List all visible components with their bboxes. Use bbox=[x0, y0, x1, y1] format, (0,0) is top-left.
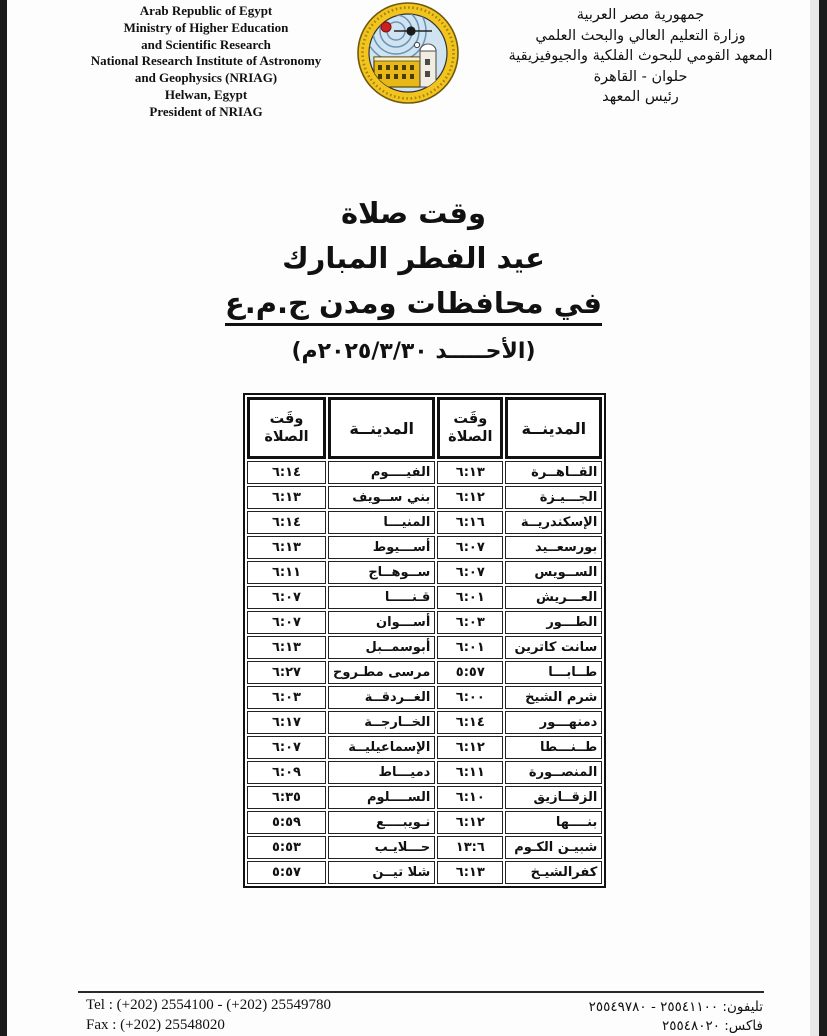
city-cell: الجـــيـزة bbox=[505, 486, 602, 509]
city-cell: المنيـــا bbox=[328, 511, 435, 534]
header-ar-line: رئيس المعهد bbox=[602, 89, 679, 105]
scan-edge-right bbox=[819, 0, 827, 1036]
scan-edge-left bbox=[0, 0, 7, 1036]
city-cell: القــاهــرة bbox=[505, 461, 602, 484]
time-cell: ٦:١٦ bbox=[437, 511, 503, 534]
nriag-logo bbox=[356, 1, 460, 105]
table-row bbox=[247, 486, 602, 509]
header-en-line: National Research Institute of Astronomy bbox=[90, 53, 322, 69]
header-ar-line: حلوان - القاهرة bbox=[593, 68, 688, 85]
header-arabic bbox=[468, 5, 813, 108]
title-underlined-text: في محافظات ومدن ج.م.ع bbox=[225, 286, 602, 326]
time-cell: ٦:٠٠ bbox=[437, 686, 503, 709]
prayer-times-table bbox=[243, 393, 606, 888]
city-cell: دمنهـــور bbox=[505, 711, 602, 734]
time-cell: ٥:٥٩ bbox=[247, 811, 326, 834]
city-cell: الطـــور bbox=[505, 611, 602, 634]
table-row bbox=[247, 661, 602, 684]
date-line: (الأحـــــد ٢٠٢٥/٣/٣٠م) bbox=[291, 339, 536, 364]
time-cell: ٦:١٢ bbox=[437, 811, 503, 834]
time-header-line2: الصلاة bbox=[448, 429, 493, 445]
header-ar-line: جمهورية مصر العربية bbox=[576, 7, 705, 23]
table-row bbox=[247, 611, 602, 634]
time-cell: ٦:٠٧ bbox=[437, 561, 503, 584]
red-sun-dot bbox=[381, 22, 391, 32]
time-header-line1: وقَت bbox=[453, 411, 488, 427]
time-cell: ٦:٠٩ bbox=[247, 761, 326, 784]
city-cell: الزقــازيق bbox=[505, 786, 602, 809]
time-cell: ٦:٠٧ bbox=[247, 736, 326, 759]
city-cell: طــابـــا bbox=[505, 661, 602, 684]
city-cell: الســــلوم bbox=[328, 786, 435, 809]
table-row bbox=[247, 711, 602, 734]
city-cell: حـــلايـب bbox=[328, 836, 435, 859]
time-cell: ٦:٢٧ bbox=[247, 661, 326, 684]
time-cell: ٦:٠٣ bbox=[437, 611, 503, 634]
table-row bbox=[247, 461, 602, 484]
prayer-table-body bbox=[247, 461, 602, 884]
time-cell: ١٣:٦ bbox=[437, 836, 503, 859]
city-cell: أســـوان bbox=[328, 611, 435, 634]
city-cell: الســويس bbox=[505, 561, 602, 584]
time-header-line1: وقَت bbox=[269, 411, 304, 427]
table-row bbox=[247, 586, 602, 609]
city-cell: كفرالشيـخ bbox=[505, 861, 602, 884]
city-cell: شرم الشيخ bbox=[505, 686, 602, 709]
time-cell: ٦:١٠ bbox=[437, 786, 503, 809]
city-cell: الغــردقــة bbox=[328, 686, 435, 709]
header-en-line: President of NRIAG bbox=[149, 103, 263, 119]
time-cell: ٥:٥٣ bbox=[247, 836, 326, 859]
footer-arabic bbox=[589, 998, 763, 1036]
time-cell: ٦:١٧ bbox=[247, 711, 326, 734]
table-row bbox=[247, 836, 602, 859]
footer-tel-en: Tel : (+202) 2554100 - (+202) 25549780 bbox=[86, 997, 332, 1013]
antenna-dot bbox=[406, 26, 415, 35]
time-header-line2: الصلاة bbox=[264, 429, 309, 445]
table-row bbox=[247, 861, 602, 884]
time-cell: ٦:١٤ bbox=[247, 461, 326, 484]
time-cell: ٦:١٣ bbox=[247, 636, 326, 659]
time-cell: ٦:٠٧ bbox=[247, 586, 326, 609]
header-ar-line: المعهد القومي للبحوث الفلكية والجيوفيزيقية bbox=[508, 48, 773, 64]
city-cell: نـويبــــع bbox=[328, 811, 435, 834]
time-cell: ٦:٠٧ bbox=[247, 611, 326, 634]
city-cell: سانت كاترين bbox=[505, 636, 602, 659]
city-cell: الإسكندريــة bbox=[505, 511, 602, 534]
table-row bbox=[247, 736, 602, 759]
header-english bbox=[45, 3, 367, 121]
table-row bbox=[247, 761, 602, 784]
table-header-row bbox=[247, 397, 602, 459]
time-cell: ٦:١٢ bbox=[437, 486, 503, 509]
footer-english bbox=[86, 996, 331, 1035]
time-cell: ٦:٠١ bbox=[437, 586, 503, 609]
header-en-line: and Geophysics (NRIAG) bbox=[134, 70, 278, 86]
city-cell: بورسعــيد bbox=[505, 536, 602, 559]
city-cell: شلا تيــن bbox=[328, 861, 435, 884]
table-row bbox=[247, 636, 602, 659]
dome-tower bbox=[420, 44, 436, 87]
time-cell: ٦:١٣ bbox=[437, 861, 503, 884]
header-en-line: Helwan, Egypt bbox=[164, 86, 248, 102]
table-row bbox=[247, 511, 602, 534]
city-cell: طــنـــطا bbox=[505, 736, 602, 759]
time-cell: ٦:١١ bbox=[437, 761, 503, 784]
time-cell: ٦:١٣ bbox=[247, 536, 326, 559]
time-cell: ٦:١٣ bbox=[247, 486, 326, 509]
city-header-2: المدينــة bbox=[328, 397, 435, 459]
table-row bbox=[247, 811, 602, 834]
time-cell: ٦:١٤ bbox=[437, 711, 503, 734]
title-line-2: عيد الفطر المبارك bbox=[282, 241, 545, 275]
table-row bbox=[247, 786, 602, 809]
city-cell: دميـــاط bbox=[328, 761, 435, 784]
header-en-line: Arab Republic of Egypt bbox=[139, 3, 273, 18]
time-header-1 bbox=[437, 397, 503, 459]
city-cell: الفيــــوم bbox=[328, 461, 435, 484]
city-cell: بني ســويف bbox=[328, 486, 435, 509]
time-cell: ٦:٣٥ bbox=[247, 786, 326, 809]
city-cell: المنصــورة bbox=[505, 761, 602, 784]
city-cell: ســوهــاج bbox=[328, 561, 435, 584]
footer-fax-ar: فاكس: ٢٥٥٤٨٠٢٠ bbox=[661, 1018, 763, 1034]
city-cell: أبوسمــبل bbox=[328, 636, 435, 659]
city-cell: شبيـن الكـوم bbox=[505, 836, 602, 859]
title-line-1: وقت صلاة bbox=[341, 196, 486, 230]
time-cell: ٥:٥٧ bbox=[437, 661, 503, 684]
city-cell: بنــــها bbox=[505, 811, 602, 834]
small-white-dot bbox=[414, 42, 419, 47]
header-en-line: and Scientific Research bbox=[141, 36, 271, 52]
nriag-logo-icon bbox=[356, 1, 460, 105]
document-title bbox=[0, 196, 827, 364]
footer-divider bbox=[78, 991, 764, 993]
time-cell: ٦:٠٣ bbox=[247, 686, 326, 709]
city-cell: مرسى مطـروح bbox=[328, 661, 435, 684]
city-cell: العـــريش bbox=[505, 586, 602, 609]
title-line-3 bbox=[0, 286, 827, 326]
header-ar-line: وزارة التعليم العالي والبحث العلمي bbox=[535, 27, 746, 44]
time-cell: ٦:١١ bbox=[247, 561, 326, 584]
city-header-1: المدينــة bbox=[505, 397, 602, 459]
time-cell: ٦:٠٧ bbox=[437, 536, 503, 559]
table-row bbox=[247, 536, 602, 559]
city-cell: أســـيوط bbox=[328, 536, 435, 559]
header-en-line: Ministry of Higher Education bbox=[123, 19, 289, 35]
city-cell: الإسماعيليــة bbox=[328, 736, 435, 759]
time-cell: ٦:٠١ bbox=[437, 636, 503, 659]
time-cell: ٦:١٣ bbox=[437, 461, 503, 484]
city-cell: قـنـــــا bbox=[328, 586, 435, 609]
footer-tel-ar: تليفون: ٢٥٥٤١١٠٠ - ٢٥٥٤٩٧٨٠ bbox=[588, 999, 763, 1015]
time-cell: ٦:١٤ bbox=[247, 511, 326, 534]
scan-edge-gray-strip bbox=[810, 0, 819, 1036]
time-cell: ٥:٥٧ bbox=[247, 861, 326, 884]
city-cell: الخــارجــة bbox=[328, 711, 435, 734]
footer-fax-en: Fax : (+202) 25548020 bbox=[86, 1016, 225, 1033]
time-header-2 bbox=[247, 397, 326, 459]
table-row bbox=[247, 686, 602, 709]
table-row bbox=[247, 561, 602, 584]
time-cell: ٦:١٢ bbox=[437, 736, 503, 759]
